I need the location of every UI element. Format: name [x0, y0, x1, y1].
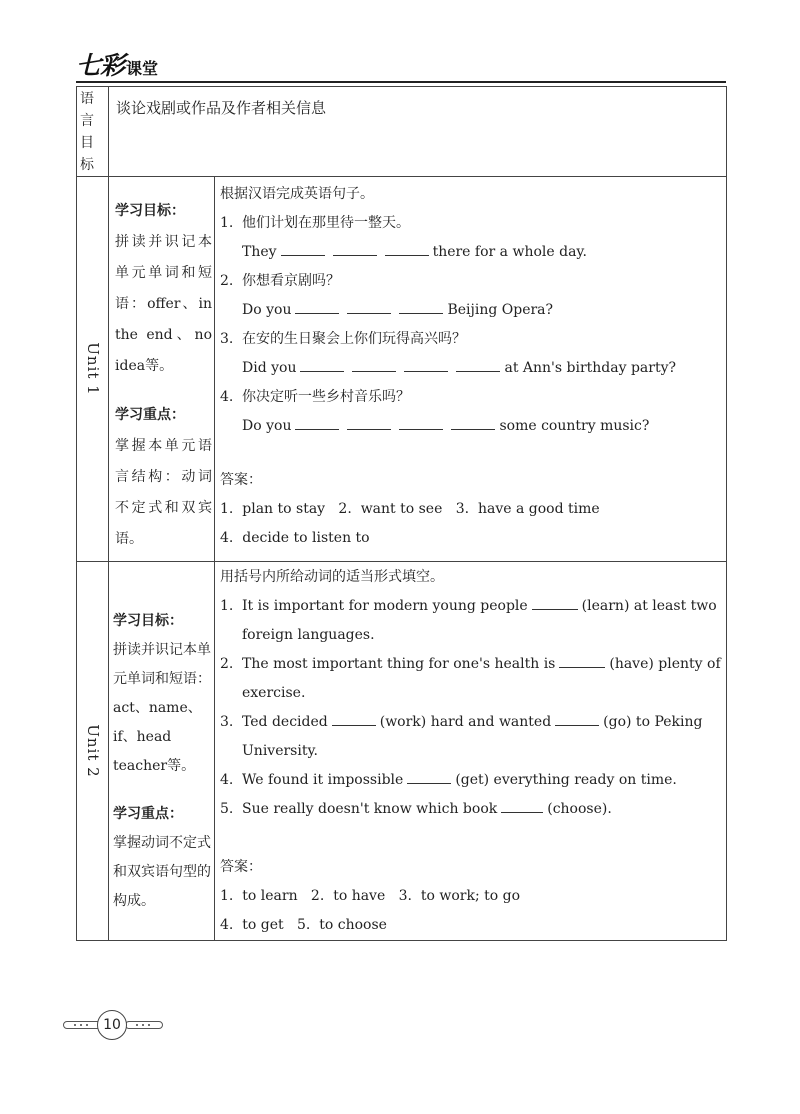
answer-blank[interactable] [352, 358, 396, 372]
unit2-q5: 5. Sue really doesn't know which book (choose). [220, 801, 612, 817]
unit1-row [77, 177, 727, 562]
answer-blank[interactable] [399, 416, 443, 430]
answer-blank[interactable] [451, 416, 495, 430]
answer-blank[interactable] [555, 712, 599, 726]
unit1-exercise [215, 177, 727, 562]
answer-blank[interactable] [332, 712, 376, 726]
lang-goal-label: 语言目标 [77, 87, 109, 177]
unit1-label-cell [77, 177, 109, 562]
answer-blank[interactable] [333, 242, 377, 256]
unit1-key-title: 学习重点： [115, 407, 185, 423]
unit2-q2: 2. The most important thing for one's health is (have) plenty of [220, 656, 721, 672]
unit2-label-cell [77, 562, 109, 941]
lesson-table [76, 86, 727, 941]
page-number: 10 [97, 1010, 127, 1040]
answer-blank[interactable] [385, 242, 429, 256]
unit2-row [77, 562, 727, 941]
unit1-q1-cn: 1. 他们计划在那里待一整天。 [220, 215, 410, 231]
page-header [76, 50, 726, 84]
unit2-goal-text: 拼读并识记本单元单词和短语：act、name、if、head teacher等。 [113, 642, 211, 774]
answer-blank[interactable] [404, 358, 448, 372]
answer-blank[interactable] [532, 596, 578, 610]
unit2-answer-line: 4. to get 5. to choose [220, 917, 387, 933]
answer-blank[interactable] [501, 799, 543, 813]
unit2-answer-line: 1. to learn 2. to have 3. to work; to go [220, 888, 521, 904]
unit2-label: Unit 2 [83, 724, 102, 778]
unit1-instruction: 根据汉语完成英语句子。 [220, 186, 374, 202]
unit1-q2-en: Do you Beijing Opera? [242, 302, 554, 318]
footer-ornament-left [63, 1021, 101, 1029]
header-rule [76, 81, 726, 83]
unit1-q4-en: Do you some country music? [242, 418, 650, 434]
unit1-answer-line: 4. decide to listen to [220, 530, 370, 546]
brand-logo [76, 52, 158, 80]
answer-blank[interactable] [347, 300, 391, 314]
unit1-q2-cn: 2. 你想看京剧吗？ [220, 273, 340, 289]
unit2-goal-title: 学习目标： [113, 613, 183, 629]
footer-ornament-right [125, 1021, 163, 1029]
unit1-q1-en: They there for a whole day. [242, 244, 587, 260]
unit2-q1: 1. It is important for modern young people (learn) at least two [220, 598, 717, 614]
answer-blank[interactable] [300, 358, 344, 372]
unit1-q3-en: Did you at Ann's birthday party? [242, 360, 677, 376]
lang-goal-row [77, 87, 727, 177]
logo-sub: 课堂 [126, 59, 159, 78]
unit1-goals [109, 177, 215, 562]
unit2-key-title: 学习重点： [113, 806, 183, 822]
answer-blank[interactable] [399, 300, 443, 314]
unit2-key-text: 掌握动词不定式和双宾语句型的构成。 [113, 835, 211, 909]
answer-blank[interactable] [281, 242, 325, 256]
unit2-q1-cont: foreign languages. [242, 627, 375, 643]
answer-blank[interactable] [295, 300, 339, 314]
unit1-answer-label: 答案： [220, 472, 262, 488]
unit2-exercise [215, 562, 727, 941]
unit2-answer-label: 答案： [220, 859, 262, 875]
answer-blank[interactable] [456, 358, 500, 372]
unit2-q2-cont: exercise. [242, 685, 306, 701]
unit1-key-text: 掌握本单元语言结构：动词不定式和双宾语。 [115, 438, 212, 547]
answer-blank[interactable] [559, 654, 605, 668]
unit2-instruction: 用括号内所给动词的适当形式填空。 [220, 569, 444, 585]
answer-blank[interactable] [347, 416, 391, 430]
unit1-q4-cn: 4. 你决定听一些乡村音乐吗？ [220, 389, 410, 405]
unit1-label: Unit 1 [83, 342, 102, 396]
unit1-answer-line: 1. plan to stay 2. want to see 3. have a good time [220, 501, 600, 517]
logo-main: 七彩 [76, 51, 125, 80]
unit1-q3-cn: 3. 在安的生日聚会上你们玩得高兴吗？ [220, 331, 466, 347]
unit2-goals [109, 562, 215, 941]
answer-blank[interactable] [295, 416, 339, 430]
unit2-q3: 3. Ted decided (work) hard and wanted (go) to Peking [220, 714, 703, 730]
unit2-q3-cont: University. [242, 743, 318, 759]
unit1-goal-title: 学习目标： [115, 203, 185, 219]
lang-goal-text: 谈论戏剧或作品及作者相关信息 [109, 87, 727, 177]
answer-blank[interactable] [407, 770, 451, 784]
unit1-goal-text: 拼读并识记本单元单词和短语：offer、in the end、no idea等。 [115, 234, 212, 374]
unit2-q4: 4. We found it impossible (get) everything ready on time. [220, 772, 677, 788]
